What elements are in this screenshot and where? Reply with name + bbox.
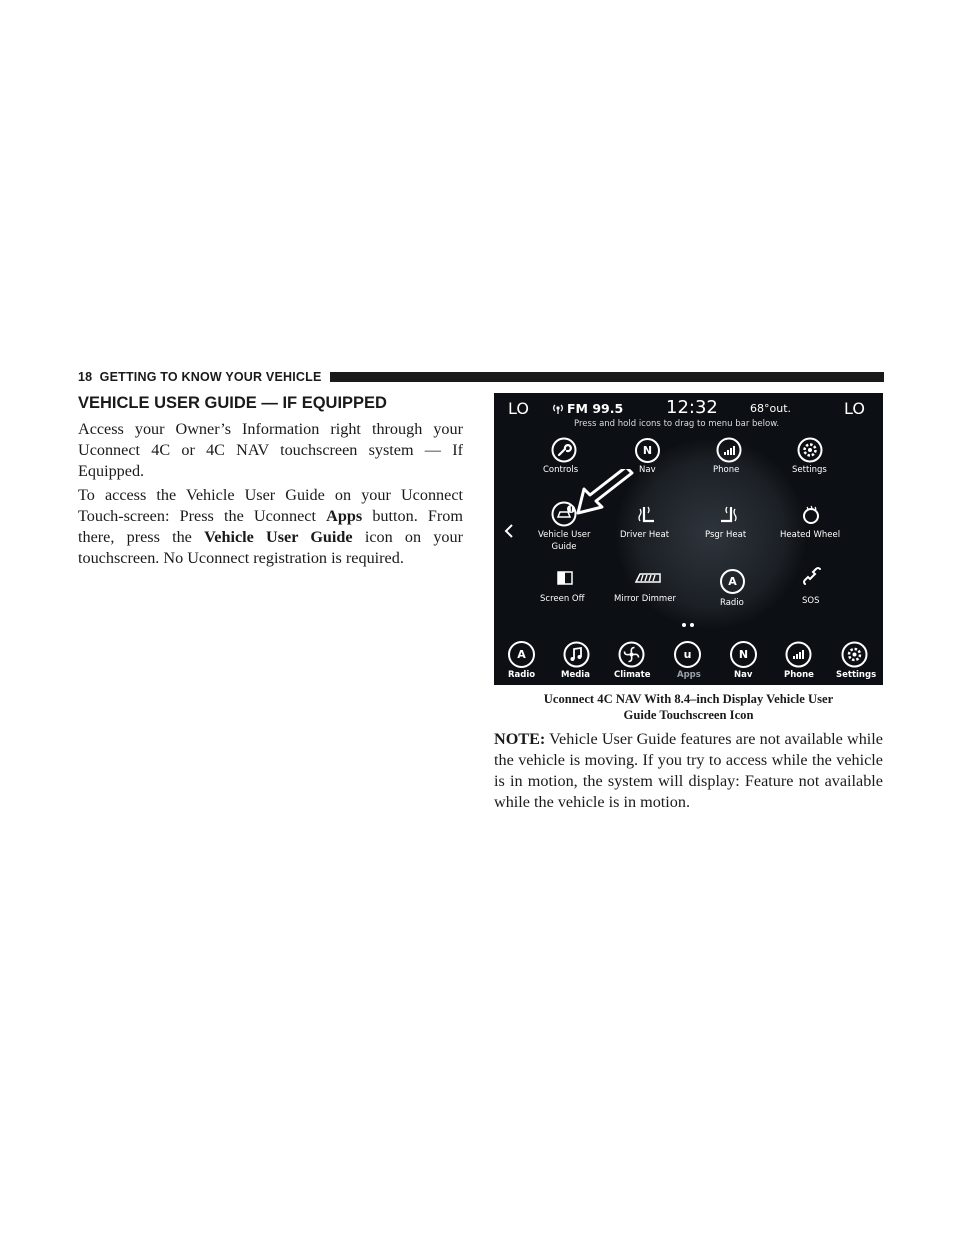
vug-label-line1: Vehicle User	[538, 530, 591, 540]
vug-label-line2: Guide	[551, 542, 577, 552]
section-title: VEHICLE USER GUIDE — IF EQUIPPED	[78, 394, 387, 412]
caption-line1: Uconnect 4C NAV With 8.4–inch Display Vehicle User	[543, 692, 834, 706]
radio-station: FM 99.5	[567, 401, 624, 416]
dock-gear-icon[interactable]	[841, 641, 868, 668]
app-nav-label: Nav	[639, 465, 656, 475]
para2-apps-bold: Apps	[326, 507, 363, 525]
note-paragraph	[494, 729, 883, 813]
dock-radio-icon[interactable]: A	[508, 641, 535, 668]
dock-settings-label: Settings	[836, 670, 877, 680]
bottom-menu-bar	[494, 636, 883, 685]
dock-apps-uconnect-icon[interactable]: u	[674, 641, 701, 668]
app-settings-label: Settings	[792, 465, 827, 475]
dock-climate-label: Climate	[614, 670, 651, 680]
screen-off-icon[interactable]	[557, 571, 573, 585]
app-heated-wheel-label: Heated Wheel	[780, 530, 841, 540]
outside-temp: 68°out.	[750, 402, 792, 415]
drag-hint: Press and hold icons to drag to menu bar below.	[574, 419, 780, 429]
wrench-icon[interactable]	[551, 437, 577, 463]
app-radio-label: Radio	[720, 598, 744, 608]
dock-nav-icon[interactable]: N	[730, 641, 757, 668]
heated-wheel-icon[interactable]	[800, 503, 822, 525]
sos-phone-icon[interactable]	[800, 565, 822, 587]
page-header	[78, 369, 884, 385]
para2-text-c: button. From there, press the	[78, 507, 463, 546]
dock-nav-label: Nav	[734, 670, 753, 680]
phone-signal-icon[interactable]	[716, 437, 742, 463]
passenger-heat-icon[interactable]	[716, 503, 738, 527]
app-screen-off-label: Screen Off	[540, 594, 585, 604]
app-psgr-heat-label: Psgr Heat	[705, 530, 747, 540]
app-sos-label: SOS	[802, 596, 820, 606]
gear-icon[interactable]	[797, 437, 823, 463]
dock-phone-label: Phone	[784, 670, 814, 680]
arrow-pointer-icon	[574, 469, 638, 517]
paragraph-intro: Access your Owner’s Information right through your Uconnect 4C or 4C NAV touchscreen system — If Equipped.	[78, 420, 463, 480]
app-driver-heat-label: Driver Heat	[620, 530, 670, 540]
caption-line2: Guide Touchscreen Icon	[623, 708, 754, 722]
app-vehicle-user-guide-label	[538, 529, 590, 553]
app-phone-label: Phone	[713, 465, 740, 475]
driver-heat-icon[interactable]	[637, 503, 659, 527]
temp-lo-left: LO	[508, 399, 529, 418]
radio-signal-icon	[552, 402, 564, 414]
radio-app-icon[interactable]: A	[720, 569, 745, 594]
dock-media-label: Media	[561, 670, 590, 680]
dock-apps-label: Apps	[677, 670, 701, 680]
temp-lo-right: LO	[844, 399, 865, 418]
dock-phone-signal-icon[interactable]	[785, 641, 812, 668]
page-indicator-dots	[680, 622, 696, 628]
header-text	[78, 370, 322, 384]
header-rule	[330, 372, 885, 382]
dock-music-note-icon[interactable]	[563, 641, 590, 668]
clock: 12:32	[666, 397, 718, 418]
dock-climate-fan-icon[interactable]	[618, 641, 645, 668]
svg-text:!: !	[569, 505, 573, 514]
nav-icon[interactable]: N	[635, 438, 660, 463]
header-section: GETTING TO KNOW YOUR VEHICLE	[99, 370, 322, 384]
paragraph-instructions	[78, 485, 463, 569]
dock-radio-label: Radio	[508, 670, 536, 680]
para2-vug-bold: Vehicle User Guide	[204, 528, 353, 546]
chevron-left-icon[interactable]	[503, 523, 515, 539]
para2-text-a: To access the Vehicle User Guide on your Uconnect Touch-screen: Press the Uconnect	[78, 486, 463, 525]
note-text: Vehicle User Guide features are not available while the vehicle is moving. If you try to access while the vehicle is in motion, the system will display: Feature not available while the vehicle is in motion.	[494, 730, 883, 811]
app-mirror-dimmer-label: Mirror Dimmer	[614, 594, 676, 604]
para2-text-e: icon on your touchscreen. No Uconnect registration is required.	[78, 528, 463, 567]
app-controls-label: Controls	[543, 465, 579, 475]
mirror-dimmer-icon[interactable]	[633, 572, 663, 584]
touchscreen-figure	[494, 393, 883, 685]
note-label: NOTE:	[494, 730, 546, 748]
figure-caption	[494, 691, 883, 723]
page-number: 18	[78, 370, 93, 384]
